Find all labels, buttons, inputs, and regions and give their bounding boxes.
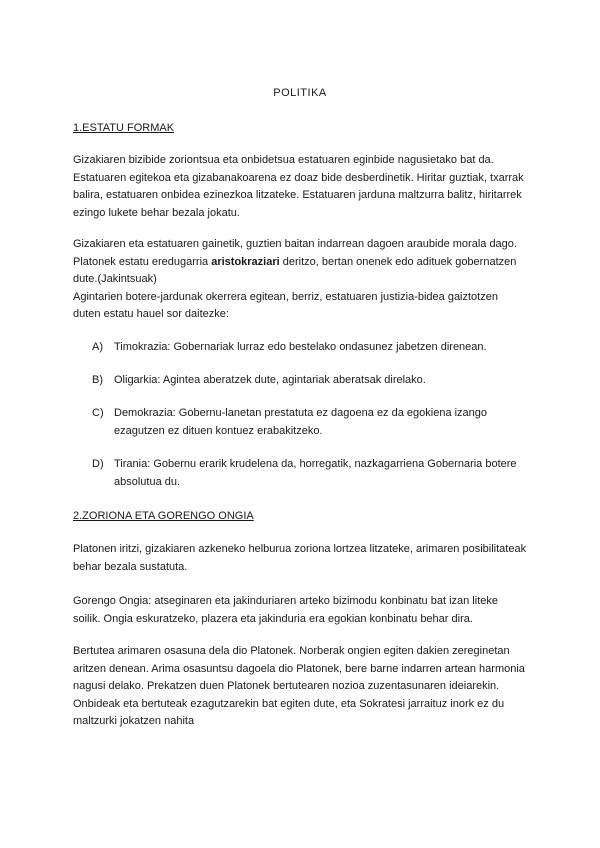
bold-term: aristokraziari: [211, 255, 280, 268]
paragraph-text: Gizakiaren eta estatuaren gainetik, guztien baitan indarrean dagoen araubide morala dago. Platonek estatu eredugarria: [73, 238, 517, 268]
list-text: Tirania: Gobernu erarik krudelena da, horregatik, nazkagarriena Gobernaria botere absolutua du.: [114, 458, 517, 488]
list-item: [92, 372, 522, 390]
section2-paragraph-4: Onbideak eta bertuteak ezagutzarekin bat egiten dute, eta Sokratesi jarraituz inork ez du maltzurki jokatzen nahita: [73, 697, 505, 727]
list-item: [92, 405, 522, 440]
section-heading-estatu-formak: 1.ESTATU FORMAK: [73, 122, 175, 134]
list-text: Timokrazia: Gobernariak lurraz edo bestelako ondasunez jabetzen direnean.: [114, 341, 487, 353]
list-marker: C): [92, 407, 104, 419]
list-item: [92, 456, 522, 491]
list-marker: D): [92, 458, 104, 470]
section2-paragraph-1: Platonen iritzi, gizakiaren azkeneko helburua zoriona lortzea litzateke, arimaren posibilitateak behar bezala sustatuta.: [73, 543, 527, 573]
list-marker: A): [92, 341, 103, 353]
list-text: Demokrazia: Gobernu-lanetan prestatuta ez dagoena ez da egokiena izango ezagutzen ez dituen kontuez erabakitzeko.: [114, 407, 488, 437]
document-title: POLITIKA: [273, 87, 327, 99]
section1-paragraph-1: Gizakiaren bizibide zoriontsua eta onbidetsua estatuaren eginbide nagusietako bat da. Estatuaren egitekoa eta gizabanakoarena ez doaz bide desberdinetik. Hiritar guztiak, txarrak balira, estatuaren onbidea ezinezkoa litzateke. Estatuaren jarduna maltzurra balitz, hiritarrek ezingo lukete behar bezala jokatu.: [73, 154, 524, 219]
paragraph: [73, 593, 528, 628]
paragraph-text: deritzo, bertan onenek edo adituek gobernatzen dute.(Jakintsuak): [73, 255, 517, 285]
list-item: [92, 339, 522, 357]
list-marker: B): [92, 374, 103, 386]
paragraph: [73, 236, 528, 324]
paragraph: [73, 643, 528, 731]
section2-paragraph-3: Bertutea arimaren osasuna dela dio Platonek. Norberak ongien egiten dakien zereginetan aritzen denean. Arima osasuntsu dagoela dio Platonek, bere barne indarren artean harmonia nagusi delako. Prekatzen duen Platonek bertutearen nozioa zuzentasunaren ideiarekin.: [73, 645, 525, 692]
section2-paragraph-2: Gorengo Ongia: atseginaren eta jakinduriaren arteko bizimodu konbinatu bat izan liteke soilik. Ongia eskuratzeko, plazera eta jakinduria era egokian konbinatu behar dira.: [73, 595, 498, 625]
paragraph: [73, 541, 528, 576]
section1-paragraph-2: [73, 236, 528, 289]
list-text: Oligarkia: Agintea aberatzek dute, agintariak aberatsak direlako.: [114, 374, 426, 386]
section-heading-zoriona: 2.ZORIONA ETA GORENGO ONGIA: [73, 510, 254, 522]
section1-paragraph-3: Agintarien botere-jardunak okerrera egitean, berriz, estatuaren justizia-bidea gaiztotzen duten estatu hauel sor daitezke:: [73, 290, 498, 320]
paragraph: [73, 152, 528, 222]
